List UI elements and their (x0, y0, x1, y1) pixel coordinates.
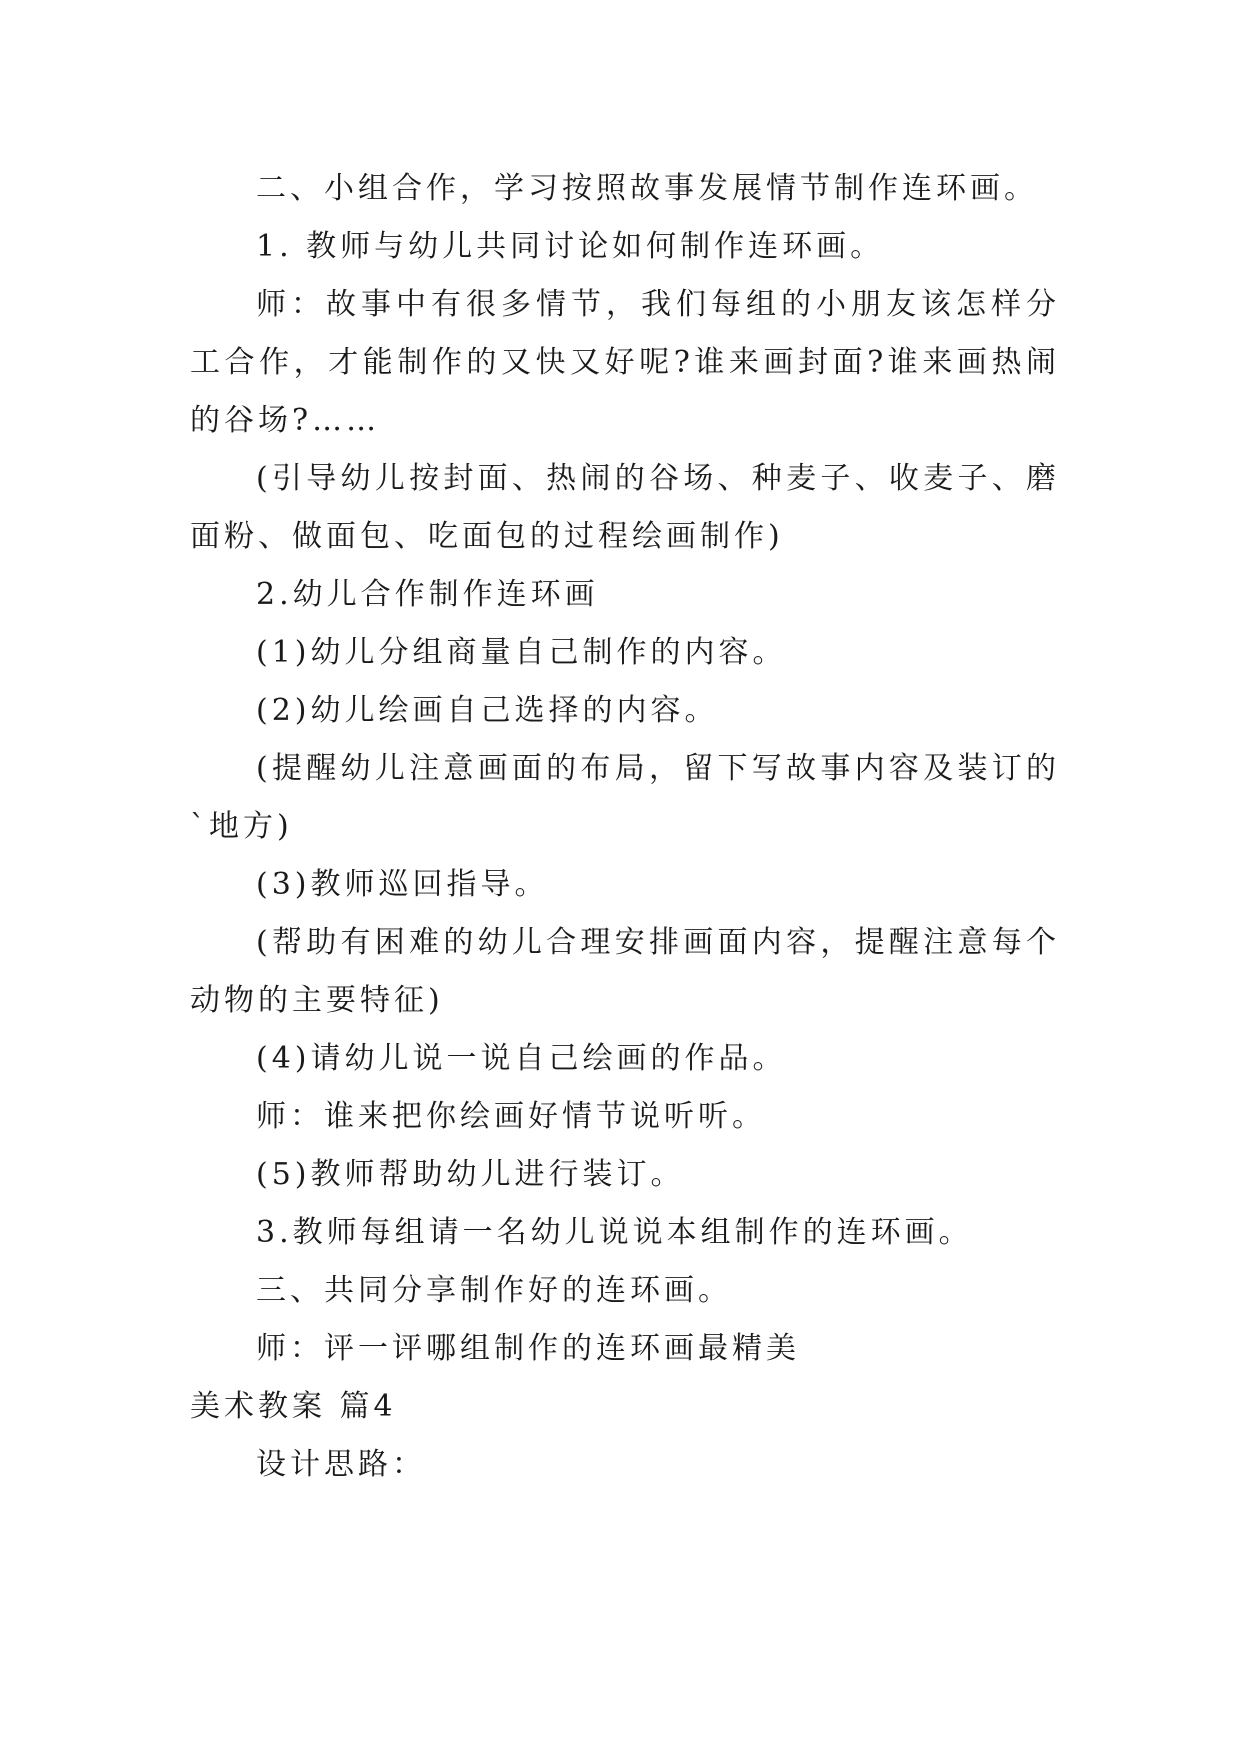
section-heading-group-cooperation: 二、小组合作，学习按照故事发展情节制作连环画。 (256, 171, 1038, 206)
substep-1: (1)幼儿分组商量自己制作的内容。 (256, 635, 787, 670)
step-2-children-cooperate: 2.幼儿合作制作连环画 (256, 577, 599, 612)
help-note-paragraph: (帮助有困难的幼儿合理安排画面内容，提醒注意每个动物的主要特征) (190, 925, 1060, 1018)
step-1-discussion: 1. 教师与幼儿共同讨论如何制作连环画。 (256, 229, 885, 264)
teacher-prompt-retell: 师：谁来把你绘画好情节说听听。 (256, 1099, 766, 1134)
guidance-note-paragraph: (引导幼儿按封面、热闹的谷场、种麦子、收麦子、磨面粉、做面包、吃面包的过程绘画制作) (190, 461, 1060, 554)
layout-reminder-note: (提醒幼儿注意画面的布局，留下写故事内容及装订的`地方) (190, 751, 1060, 844)
substep-5: (5)教师帮助幼儿进行装订。 (256, 1157, 685, 1192)
teacher-prompt-evaluate: 师：评一评哪组制作的连环画最精美 (256, 1331, 800, 1366)
design-idea-heading: 设计思路： (256, 1447, 426, 1482)
substep-3: (3)教师巡回指导。 (256, 867, 549, 902)
step-3-group-present: 3.教师每组请一名幼儿说说本组制作的连环画。 (256, 1215, 973, 1250)
lesson-plan-title: 美术教案 篇4 (190, 1389, 397, 1424)
substep-4: (4)请幼儿说一说自己绘画的作品。 (256, 1041, 787, 1076)
section-heading-share: 三、共同分享制作好的连环画。 (256, 1273, 732, 1308)
document-body (190, 160, 1060, 1494)
substep-2: (2)幼儿绘画自己选择的内容。 (256, 693, 719, 728)
teacher-dialogue-paragraph: 师：故事中有很多情节，我们每组的小朋友该怎样分工合作，才能制作的又快又好呢?谁来画封面?谁来画热闹的谷场?…… (190, 287, 1060, 438)
